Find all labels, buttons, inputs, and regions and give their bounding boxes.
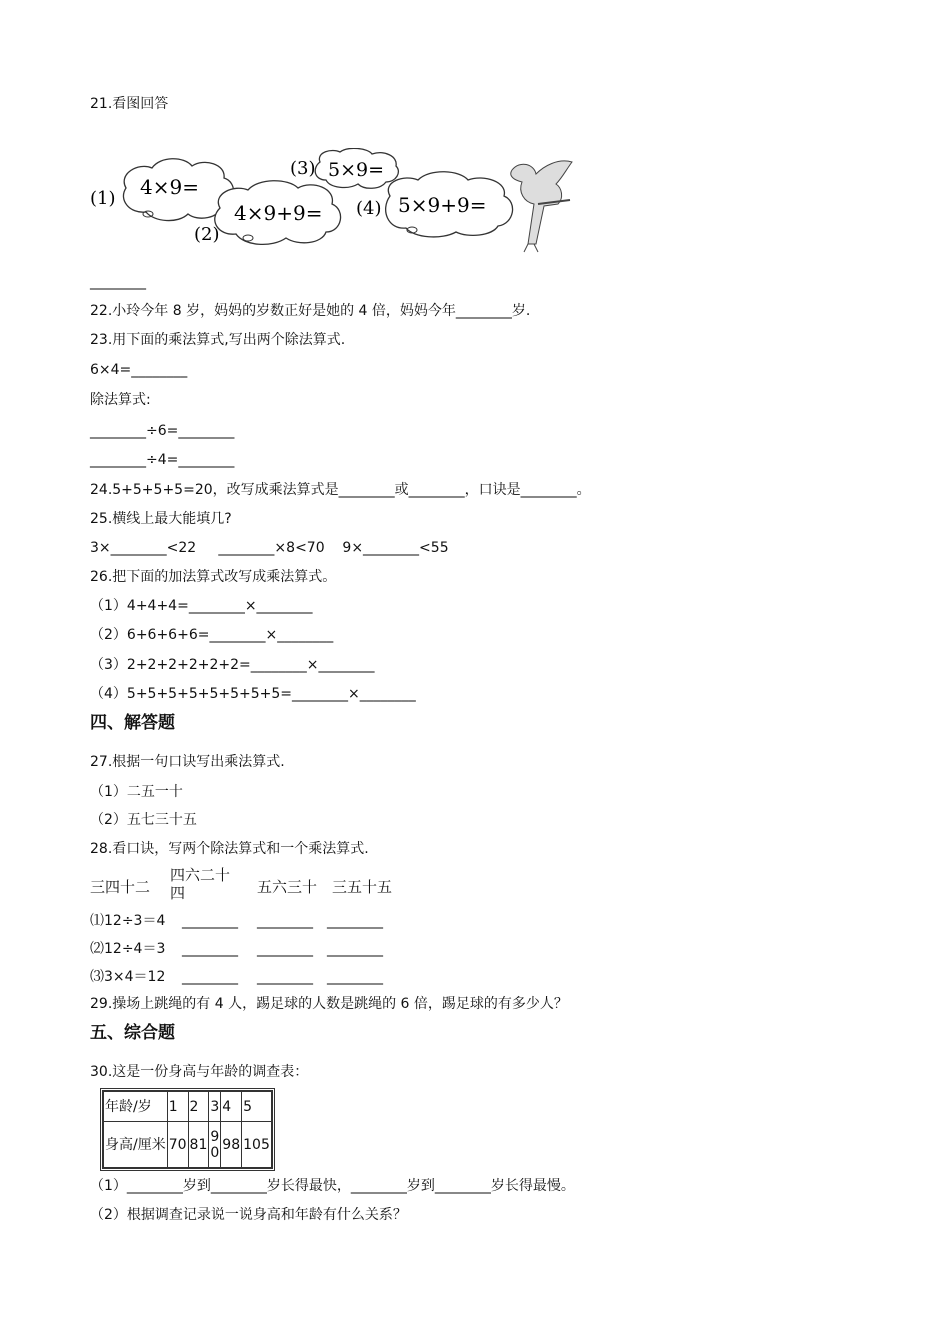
q30-sub-2: （2）根据调查记录说一说身高和年龄有什么关系？ [90, 1207, 407, 1223]
survey-table [100, 1088, 275, 1171]
q28-row-1-blank-c[interactable]: ________ [327, 913, 383, 929]
age-header: 年龄/岁 [104, 1092, 168, 1122]
q29-line: 29.操场上跳绳的有 4 人，踢足球的人数是跳绳的 6 倍，踢足球的有多少人？ [90, 996, 568, 1012]
height-cell: 70 [167, 1122, 188, 1168]
q28-koujue-b-line-1: 四六二十 [170, 866, 231, 884]
q21-expr-1: 4×9= [140, 175, 199, 199]
q21-figure [88, 148, 588, 258]
age-cell: 1 [167, 1092, 188, 1122]
q28-row-3-blank-a[interactable]: ________ [182, 969, 238, 985]
age-cell: 3 [209, 1092, 221, 1122]
q26-item-2[interactable]: （2）6+6+6+6=________×________ [90, 627, 334, 643]
q28-koujue-a: 三四十二 [90, 878, 151, 896]
q21-expr-4: 5×9+9= [398, 193, 487, 217]
q28-row-2-blank-a[interactable]: ________ [182, 941, 238, 957]
q28-row-1 [90, 911, 383, 931]
age-cell: 4 [221, 1092, 242, 1122]
q28-row-2-blank-b[interactable]: ________ [257, 941, 313, 957]
q26-item-1[interactable]: （1）4+4+4=________×________ [90, 598, 313, 614]
q27-item-1: （1）二五一十 [90, 784, 183, 800]
q25-line[interactable]: 3×________<22 ________×8<70 9×________<55 [90, 540, 449, 556]
height-cell: 98 [221, 1122, 242, 1168]
q27-item-2: （2）五七三十五 [90, 812, 197, 828]
bird-icon [511, 161, 572, 252]
height-cell: 81 [188, 1122, 209, 1168]
q28-koujue-b [170, 866, 230, 902]
q26-item-4[interactable]: （4）5+5+5+5+5+5+5+5=________×________ [90, 686, 416, 702]
height-header: 身高/厘米 [104, 1122, 168, 1168]
survey-row-height [104, 1122, 272, 1168]
q21-label-2: (2) [194, 224, 220, 245]
survey-row-age [104, 1092, 272, 1122]
q21-answer-blank[interactable]: ________ [90, 274, 146, 290]
q22-blank[interactable]: ________ [455, 303, 512, 319]
height-cell-3-line-2: 0 [210, 1144, 220, 1161]
q28-row-3-blank-c[interactable]: ________ [327, 969, 383, 985]
q28-row-3-label: ⑶3×4＝12 [90, 969, 166, 985]
age-cell: 5 [242, 1092, 272, 1122]
q28-koujue-c: 五六三十 [257, 878, 318, 896]
q24-line[interactable]: 24.5+5+5+5=20，改写成乘法算式是________或________，口诀是________。 [90, 482, 591, 498]
q30-sub-1[interactable]: （1）________岁到________岁长得最快，________岁到________岁长得最慢。 [90, 1178, 575, 1194]
q28-koujue-d: 三五十五 [332, 878, 393, 896]
q23-line-1[interactable]: 6×4=________ [90, 362, 188, 378]
q21-expr-3: 5×9= [328, 159, 385, 181]
q21-label-4: (4) [356, 198, 382, 219]
q25-title: 25.横线上最大能填几? [90, 511, 232, 527]
height-cell-3-line-1: 9 [210, 1128, 220, 1145]
q30-title: 30.这是一份身高与年龄的调查表： [90, 1064, 309, 1080]
q28-row-3 [90, 967, 383, 987]
q26-item-3[interactable]: （3）2+2+2+2+2+2=________×________ [90, 657, 375, 673]
q23-line-2[interactable]: ________÷6=________ [90, 423, 235, 439]
q22-line [90, 301, 530, 321]
q28-row-3-blank-b[interactable]: ________ [257, 969, 313, 985]
height-cell: 105 [242, 1122, 272, 1168]
q23-label: 除法算式: [90, 392, 151, 408]
section-5-heading: 五、综合题 [90, 1023, 175, 1043]
q21-title: 21.看图回答 [90, 96, 169, 112]
q21-label-3: (3) [290, 158, 316, 179]
q28-row-2 [90, 939, 383, 959]
q28-row-2-blank-c[interactable]: ________ [327, 941, 383, 957]
q21-label-1: (1) [90, 188, 116, 209]
q21-expr-2: 4×9+9= [234, 201, 323, 225]
q28-row-1-blank-a[interactable]: ________ [182, 913, 238, 929]
q26-title: 26.把下面的加法算式改写成乘法算式。 [90, 569, 337, 585]
q22-prefix: 22.小玲今年 8 岁，妈妈的岁数正好是她的 4 倍，妈妈今年 [90, 303, 456, 319]
q23-line-3[interactable]: ________÷4=________ [90, 452, 235, 468]
q28-row-1-blank-b[interactable]: ________ [257, 913, 313, 929]
section-4-heading: 四、解答题 [90, 713, 175, 733]
height-cell [209, 1122, 221, 1168]
q28-koujue-b-line-2: 四 [170, 884, 186, 902]
q28-row-2-label: ⑵12÷4＝3 [90, 941, 166, 957]
q28-row-1-label: ⑴12÷3＝4 [90, 913, 166, 929]
q22-suffix: 岁. [511, 303, 531, 319]
q27-title: 27.根据一句口诀写出乘法算式. [90, 754, 285, 770]
age-cell: 2 [188, 1092, 209, 1122]
q28-title: 28.看口诀，写两个除法算式和一个乘法算式. [90, 841, 369, 857]
q23-title: 23.用下面的乘法算式,写出两个除法算式. [90, 332, 346, 348]
